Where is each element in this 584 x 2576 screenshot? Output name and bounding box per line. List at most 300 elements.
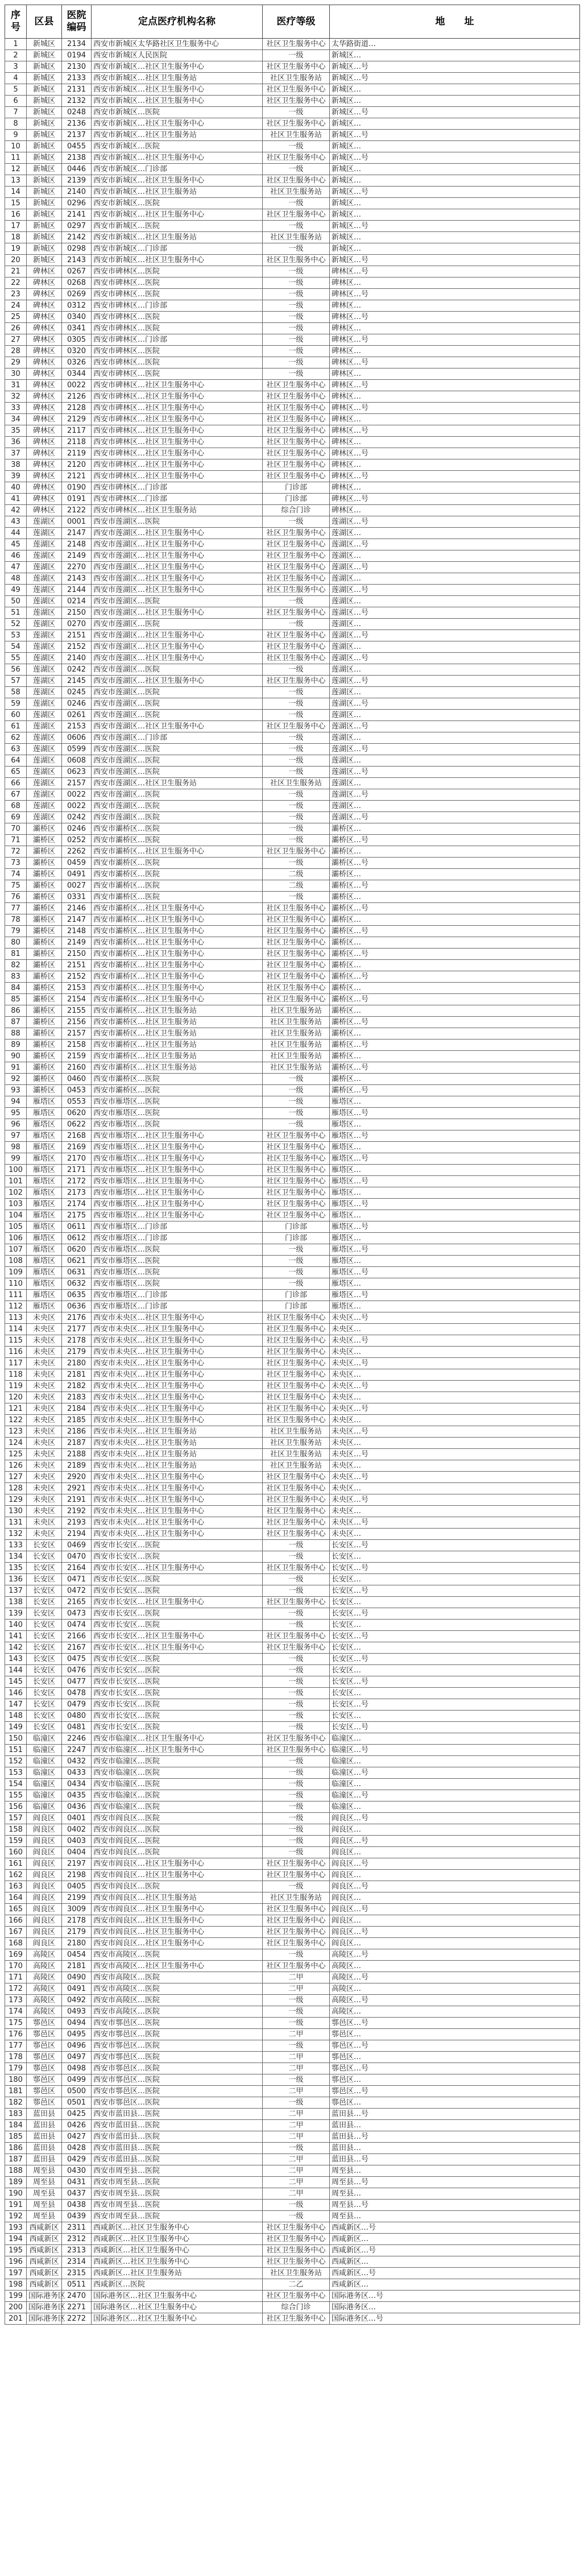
cell-seq: 33 (5, 403, 27, 414)
cell-district: 未央区 (27, 1506, 62, 1517)
cell-level: 社区卫生服务中心 (263, 1335, 330, 1347)
cell-code: 0611 (62, 1221, 92, 1233)
table-row (5, 1176, 580, 1187)
cell-district: 莲湖区 (27, 687, 62, 698)
cell-district: 碑林区 (27, 300, 62, 312)
cell-address: 灞桥区… (330, 983, 580, 994)
cell-code: 0340 (62, 312, 92, 323)
cell-code: 0436 (62, 1801, 92, 1813)
table-row (5, 880, 580, 892)
table-row (5, 755, 580, 767)
cell-address: 莲湖区… (330, 664, 580, 676)
cell-seq: 171 (5, 1972, 27, 1983)
cell-seq: 2 (5, 50, 27, 61)
cell-district: 莲湖区 (27, 607, 62, 619)
table-row (5, 550, 580, 562)
cell-district: 雁塔区 (27, 1176, 62, 1187)
cell-address: 临潼区…号 (330, 1767, 580, 1779)
cell-level: 一级 (263, 1881, 330, 1892)
cell-district: 莲湖区 (27, 596, 62, 607)
table-row (5, 1301, 580, 1312)
cell-code: 0326 (62, 357, 92, 368)
cell-name: 西安市未央区…社区卫生服务中心 (92, 1312, 263, 1324)
cell-address: 灞桥区… (330, 1005, 580, 1017)
cell-name: 西安市高陵区…社区卫生服务中心 (92, 1961, 263, 1972)
table-row (5, 710, 580, 721)
cell-level: 社区卫生服务中心 (263, 1347, 330, 1358)
cell-district: 莲湖区 (27, 801, 62, 812)
table-row (5, 84, 580, 96)
cell-address: 长安区… (330, 1620, 580, 1631)
cell-seq: 91 (5, 1062, 27, 1074)
cell-address: 鄠邑区… (330, 2029, 580, 2040)
cell-address: 长安区… (330, 1551, 580, 1563)
cell-seq: 70 (5, 823, 27, 835)
cell-address: 蓝田县…号 (330, 2154, 580, 2165)
cell-name: 西安市临潼区…社区卫生服务中心 (92, 1733, 263, 1745)
table-row (5, 721, 580, 732)
cell-code: 0470 (62, 1551, 92, 1563)
cell-seq: 160 (5, 1847, 27, 1858)
cell-code: 2189 (62, 1460, 92, 1472)
cell-address: 碑林区…号 (330, 266, 580, 278)
cell-district: 灞桥区 (27, 880, 62, 892)
cell-name: 西安市雁塔区…社区卫生服务中心 (92, 1176, 263, 1187)
table-row (5, 2313, 580, 2325)
cell-address: 未央区…号 (330, 1517, 580, 1529)
cell-name: 西安市长安区…医院 (92, 1665, 263, 1676)
cell-level: 社区卫生服务中心 (263, 983, 330, 994)
table-row (5, 1836, 580, 1847)
cell-name: 西安市雁塔区…医院 (92, 1108, 263, 1119)
cell-level: 社区卫生服务中心 (263, 1392, 330, 1403)
table-row (5, 50, 580, 61)
cell-seq: 130 (5, 1506, 27, 1517)
cell-address: 灞桥区…号 (330, 835, 580, 846)
cell-name: 西咸新区…医院 (92, 2279, 263, 2291)
cell-address: 临潼区… (330, 1733, 580, 1745)
cell-seq: 128 (5, 1483, 27, 1494)
cell-address: 高陵区…号 (330, 1972, 580, 1983)
cell-level: 一级 (263, 1620, 330, 1631)
cell-name: 西安市碑林区…门诊部 (92, 334, 263, 346)
cell-seq: 3 (5, 61, 27, 73)
cell-seq: 182 (5, 2097, 27, 2109)
cell-code: 2155 (62, 1005, 92, 1017)
table-row (5, 562, 580, 573)
cell-address: 莲湖区…号 (330, 585, 580, 596)
cell-code: 2126 (62, 391, 92, 403)
cell-district: 莲湖区 (27, 767, 62, 778)
cell-district: 周至县 (27, 2211, 62, 2222)
cell-code: 2193 (62, 1517, 92, 1529)
table-row (5, 1563, 580, 1574)
cell-district: 未央区 (27, 1517, 62, 1529)
cell-level: 社区卫生服务站 (263, 130, 330, 141)
cell-address: 未央区… (330, 1392, 580, 1403)
cell-address: 蓝田县… (330, 2120, 580, 2131)
cell-address: 新城区… (330, 175, 580, 187)
cell-name: 西安市新城区…社区卫生服务中心 (92, 61, 263, 73)
cell-code: 0460 (62, 1074, 92, 1085)
cell-address: 碑林区…号 (330, 312, 580, 323)
cell-address: 碑林区…号 (330, 403, 580, 414)
cell-level: 二甲 (263, 2177, 330, 2188)
cell-seq: 90 (5, 1051, 27, 1062)
table-row (5, 2006, 580, 2018)
header-name: 定点医疗机构名称 (92, 5, 263, 39)
cell-name: 西安市雁塔区…医院 (92, 1096, 263, 1108)
cell-district: 长安区 (27, 1688, 62, 1699)
cell-seq: 1 (5, 39, 27, 50)
cell-district: 国际港务区 (27, 2313, 62, 2325)
cell-seq: 102 (5, 1187, 27, 1199)
cell-code: 2315 (62, 2268, 92, 2279)
cell-seq: 161 (5, 1858, 27, 1870)
cell-district: 莲湖区 (27, 721, 62, 732)
cell-name: 西安市灞桥区…医院 (92, 1085, 263, 1096)
cell-district: 雁塔区 (27, 1096, 62, 1108)
cell-address: 雁塔区… (330, 1165, 580, 1176)
cell-name: 西安市阎良区…医院 (92, 1881, 263, 1892)
cell-code: 0405 (62, 1881, 92, 1892)
cell-address: 碑林区… (330, 459, 580, 471)
cell-address: 碑林区…号 (330, 471, 580, 482)
cell-seq: 29 (5, 357, 27, 368)
cell-district: 蓝田县 (27, 2109, 62, 2120)
table-row (5, 1631, 580, 1642)
cell-name: 西安市高陵区…医院 (92, 1949, 263, 1961)
cell-seq: 53 (5, 630, 27, 641)
cell-name: 西安市长安区…医院 (92, 1608, 263, 1620)
cell-district: 长安区 (27, 1665, 62, 1676)
cell-code: 0320 (62, 346, 92, 357)
table-row (5, 448, 580, 459)
cell-name: 西安市灞桥区…医院 (92, 869, 263, 880)
table-row (5, 1983, 580, 1995)
cell-district: 碑林区 (27, 482, 62, 494)
cell-name: 西安市新城区…社区卫生服务中心 (92, 84, 263, 96)
table-row (5, 1676, 580, 1688)
cell-district: 未央区 (27, 1438, 62, 1449)
cell-district: 莲湖区 (27, 789, 62, 801)
table-row (5, 1460, 580, 1472)
cell-district: 新城区 (27, 96, 62, 107)
cell-code: 2129 (62, 414, 92, 425)
cell-level: 社区卫生服务中心 (263, 1733, 330, 1745)
cell-name: 西安市蓝田县…医院 (92, 2143, 263, 2154)
cell-level: 一级 (263, 1085, 330, 1096)
cell-address: 莲湖区… (330, 687, 580, 698)
header-code: 医院编码 (62, 5, 92, 39)
table-row (5, 937, 580, 949)
table-row (5, 1312, 580, 1324)
cell-name: 西安市莲湖区…门诊部 (92, 732, 263, 744)
cell-address: 高陵区…号 (330, 1995, 580, 2006)
cell-code: 2168 (62, 1130, 92, 1142)
cell-name: 西安市莲湖区…医院 (92, 687, 263, 698)
cell-code: 0446 (62, 164, 92, 175)
cell-address: 未央区…号 (330, 1472, 580, 1483)
cell-level: 一级 (263, 1551, 330, 1563)
cell-name: 西安市阎良区…社区卫生服务中心 (92, 1870, 263, 1881)
cell-level: 综合门诊 (263, 505, 330, 516)
cell-code: 2185 (62, 1415, 92, 1426)
cell-name: 西安市碑林区…社区卫生服务中心 (92, 403, 263, 414)
cell-district: 莲湖区 (27, 653, 62, 664)
cell-district: 碑林区 (27, 437, 62, 448)
cell-code: 0312 (62, 300, 92, 312)
cell-name: 西安市雁塔区…医院 (92, 1278, 263, 1290)
table-row (5, 1858, 580, 1870)
cell-district: 灞桥区 (27, 1039, 62, 1051)
cell-level: 社区卫生服务中心 (263, 1494, 330, 1506)
cell-seq: 189 (5, 2177, 27, 2188)
cell-level: 社区卫生服务中心 (263, 414, 330, 425)
cell-level: 一级 (263, 835, 330, 846)
cell-name: 西安市碑林区…社区卫生服务中心 (92, 414, 263, 425)
cell-name: 西安市灞桥区…社区卫生服务站 (92, 1039, 263, 1051)
cell-address: 蓝田县…号 (330, 2131, 580, 2143)
cell-level: 一级 (263, 812, 330, 823)
cell-address: 未央区…号 (330, 1335, 580, 1347)
table-row (5, 1358, 580, 1369)
cell-seq: 23 (5, 289, 27, 300)
cell-level: 门诊部 (263, 1233, 330, 1244)
table-row (5, 2154, 580, 2165)
cell-name: 西安市新城区…医院 (92, 107, 263, 118)
cell-address: 新城区… (330, 141, 580, 152)
cell-name: 西安市长安区…医院 (92, 1722, 263, 1733)
cell-address: 灞桥区…号 (330, 1085, 580, 1096)
cell-district: 莲湖区 (27, 641, 62, 653)
cell-code: 2167 (62, 1642, 92, 1654)
cell-seq: 93 (5, 1085, 27, 1096)
cell-name: 西安市莲湖区…医院 (92, 755, 263, 767)
cell-name: 西安市阎良区…医院 (92, 1847, 263, 1858)
cell-level: 一级 (263, 2200, 330, 2211)
cell-address: 鄠邑区…号 (330, 2018, 580, 2029)
cell-seq: 78 (5, 914, 27, 926)
cell-seq: 16 (5, 209, 27, 221)
cell-name: 西安市莲湖区…医院 (92, 516, 263, 528)
cell-code: 2271 (62, 2302, 92, 2313)
cell-address: 灞桥区…号 (330, 903, 580, 914)
cell-name: 西安市碑林区…医院 (92, 357, 263, 368)
cell-level: 社区卫生服务中心 (263, 585, 330, 596)
cell-name: 西安市碑林区…社区卫生服务中心 (92, 391, 263, 403)
cell-level: 社区卫生服务中心 (263, 937, 330, 949)
table-row (5, 744, 580, 755)
table-row (5, 630, 580, 641)
cell-address: 雁塔区…号 (330, 1153, 580, 1165)
cell-address: 临潼区… (330, 1779, 580, 1790)
cell-name: 西安市新城区…社区卫生服务中心 (92, 209, 263, 221)
cell-name: 西安市高陵区…医院 (92, 1995, 263, 2006)
table-row (5, 914, 580, 926)
cell-seq: 124 (5, 1438, 27, 1449)
cell-seq: 48 (5, 573, 27, 585)
cell-seq: 72 (5, 846, 27, 858)
cell-seq: 55 (5, 653, 27, 664)
cell-name: 西安市新城区…医院 (92, 198, 263, 209)
cell-address: 灞桥区… (330, 892, 580, 903)
cell-code: 2117 (62, 425, 92, 437)
cell-seq: 175 (5, 2018, 27, 2029)
cell-level: 社区卫生服务中心 (263, 118, 330, 130)
cell-address: 新城区…号 (330, 107, 580, 118)
cell-code: 0635 (62, 1290, 92, 1301)
cell-level: 社区卫生服务中心 (263, 471, 330, 482)
cell-name: 西安市莲湖区…医院 (92, 710, 263, 721)
cell-seq: 115 (5, 1335, 27, 1347)
cell-name: 西安市临潼区…医院 (92, 1801, 263, 1813)
cell-seq: 44 (5, 528, 27, 539)
header-address: 地 址 (330, 5, 580, 39)
cell-code: 0344 (62, 368, 92, 380)
cell-seq: 177 (5, 2040, 27, 2052)
cell-name: 西安市阎良区…社区卫生服务中心 (92, 1915, 263, 1927)
cell-name: 西安市莲湖区…社区卫生服务中心 (92, 550, 263, 562)
table-row (5, 1824, 580, 1836)
cell-district: 西咸新区 (27, 2268, 62, 2279)
cell-district: 阎良区 (27, 1870, 62, 1881)
cell-code: 2136 (62, 118, 92, 130)
cell-name: 西安市未央区…社区卫生服务中心 (92, 1415, 263, 1426)
cell-district: 灞桥区 (27, 960, 62, 971)
cell-code: 2121 (62, 471, 92, 482)
cell-address: 新城区… (330, 209, 580, 221)
cell-address: 莲湖区…号 (330, 676, 580, 687)
cell-seq: 131 (5, 1517, 27, 1529)
cell-seq: 32 (5, 391, 27, 403)
cell-name: 西安市雁塔区…门诊部 (92, 1301, 263, 1312)
cell-address: 莲湖区… (330, 778, 580, 789)
cell-level: 一级 (263, 1540, 330, 1551)
cell-code: 2147 (62, 914, 92, 926)
cell-name: 西安市碑林区…社区卫生服务中心 (92, 459, 263, 471)
cell-name: 西安市未央区…社区卫生服务中心 (92, 1369, 263, 1381)
cell-name: 西安市灞桥区…社区卫生服务中心 (92, 846, 263, 858)
cell-level: 一级 (263, 596, 330, 607)
cell-code: 0242 (62, 812, 92, 823)
table-row (5, 2245, 580, 2256)
cell-seq: 140 (5, 1620, 27, 1631)
cell-address: 阎良区…号 (330, 1927, 580, 1938)
cell-code: 2169 (62, 1142, 92, 1153)
cell-name: 西安市新城区…社区卫生服务中心 (92, 118, 263, 130)
cell-code: 0331 (62, 892, 92, 903)
cell-level: 一级 (263, 2143, 330, 2154)
cell-seq: 198 (5, 2279, 27, 2291)
cell-level: 社区卫生服务中心 (263, 459, 330, 471)
cell-name: 西安市新城区…社区卫生服务中心 (92, 175, 263, 187)
cell-name: 西安市阎良区…社区卫生服务中心 (92, 1927, 263, 1938)
cell-level: 社区卫生服务中心 (263, 971, 330, 983)
cell-level: 社区卫生服务中心 (263, 721, 330, 732)
cell-name: 西安市高陵区…医院 (92, 1983, 263, 1995)
cell-level: 社区卫生服务中心 (263, 1915, 330, 1927)
cell-address: 碑林区…号 (330, 494, 580, 505)
cell-code: 2157 (62, 1028, 92, 1039)
cell-code: 2191 (62, 1494, 92, 1506)
table-row (5, 1028, 580, 1039)
cell-name: 西安市临潼区…社区卫生服务中心 (92, 1745, 263, 1756)
cell-address: 长安区…号 (330, 1540, 580, 1551)
cell-name: 西安市莲湖区…社区卫生服务中心 (92, 573, 263, 585)
cell-name: 西安市未央区…社区卫生服务中心 (92, 1335, 263, 1347)
cell-district: 灞桥区 (27, 926, 62, 937)
table-row (5, 1881, 580, 1892)
table-row (5, 858, 580, 869)
cell-seq: 46 (5, 550, 27, 562)
cell-district: 灞桥区 (27, 1062, 62, 1074)
cell-seq: 68 (5, 801, 27, 812)
table-row (5, 198, 580, 209)
cell-address: 西咸新区…号 (330, 2245, 580, 2256)
cell-name: 西咸新区…社区卫生服务中心 (92, 2256, 263, 2268)
cell-code: 0500 (62, 2086, 92, 2097)
cell-code: 0296 (62, 198, 92, 209)
cell-code: 0471 (62, 1574, 92, 1585)
cell-name: 西安市未央区…社区卫生服务站 (92, 1449, 263, 1460)
cell-code: 2151 (62, 630, 92, 641)
table-row (5, 1801, 580, 1813)
cell-address: 鄠邑区… (330, 2097, 580, 2109)
cell-level: 一级 (263, 1949, 330, 1961)
cell-address: 阎良区… (330, 1824, 580, 1836)
cell-address: 长安区…号 (330, 1676, 580, 1688)
cell-address: 周至县…号 (330, 2177, 580, 2188)
cell-seq: 143 (5, 1654, 27, 1665)
cell-address: 雁塔区… (330, 1119, 580, 1130)
cell-code: 2150 (62, 607, 92, 619)
table-row (5, 1483, 580, 1494)
table-row (5, 2029, 580, 2040)
cell-level: 社区卫生服务中心 (263, 96, 330, 107)
cell-level: 一级 (263, 1995, 330, 2006)
cell-district: 灞桥区 (27, 858, 62, 869)
cell-seq: 125 (5, 1449, 27, 1460)
cell-name: 西安市灞桥区…社区卫生服务中心 (92, 949, 263, 960)
table-row (5, 1130, 580, 1142)
cell-address: 碑林区… (330, 437, 580, 448)
cell-district: 周至县 (27, 2200, 62, 2211)
cell-seq: 119 (5, 1381, 27, 1392)
cell-district: 新城区 (27, 39, 62, 50)
cell-level: 一级 (263, 1824, 330, 1836)
table-row (5, 425, 580, 437)
cell-seq: 179 (5, 2063, 27, 2074)
cell-level: 社区卫生服务站 (263, 1062, 330, 1074)
cell-address: 碑林区…号 (330, 448, 580, 459)
cell-seq: 192 (5, 2211, 27, 2222)
cell-code: 0453 (62, 1085, 92, 1096)
cell-district: 阎良区 (27, 1847, 62, 1858)
cell-name: 西安市莲湖区…社区卫生服务站 (92, 778, 263, 789)
table-row (5, 1392, 580, 1403)
cell-district: 蓝田县 (27, 2120, 62, 2131)
cell-code: 2157 (62, 778, 92, 789)
cell-address: 碑林区…号 (330, 425, 580, 437)
table-row (5, 1381, 580, 1392)
cell-district: 国际港务区 (27, 2302, 62, 2313)
table-row (5, 2268, 580, 2279)
cell-district: 雁塔区 (27, 1278, 62, 1290)
cell-name: 西安市新城区人民医院 (92, 50, 263, 61)
cell-name: 西安市碑林区…医院 (92, 278, 263, 289)
cell-code: 0479 (62, 1699, 92, 1711)
